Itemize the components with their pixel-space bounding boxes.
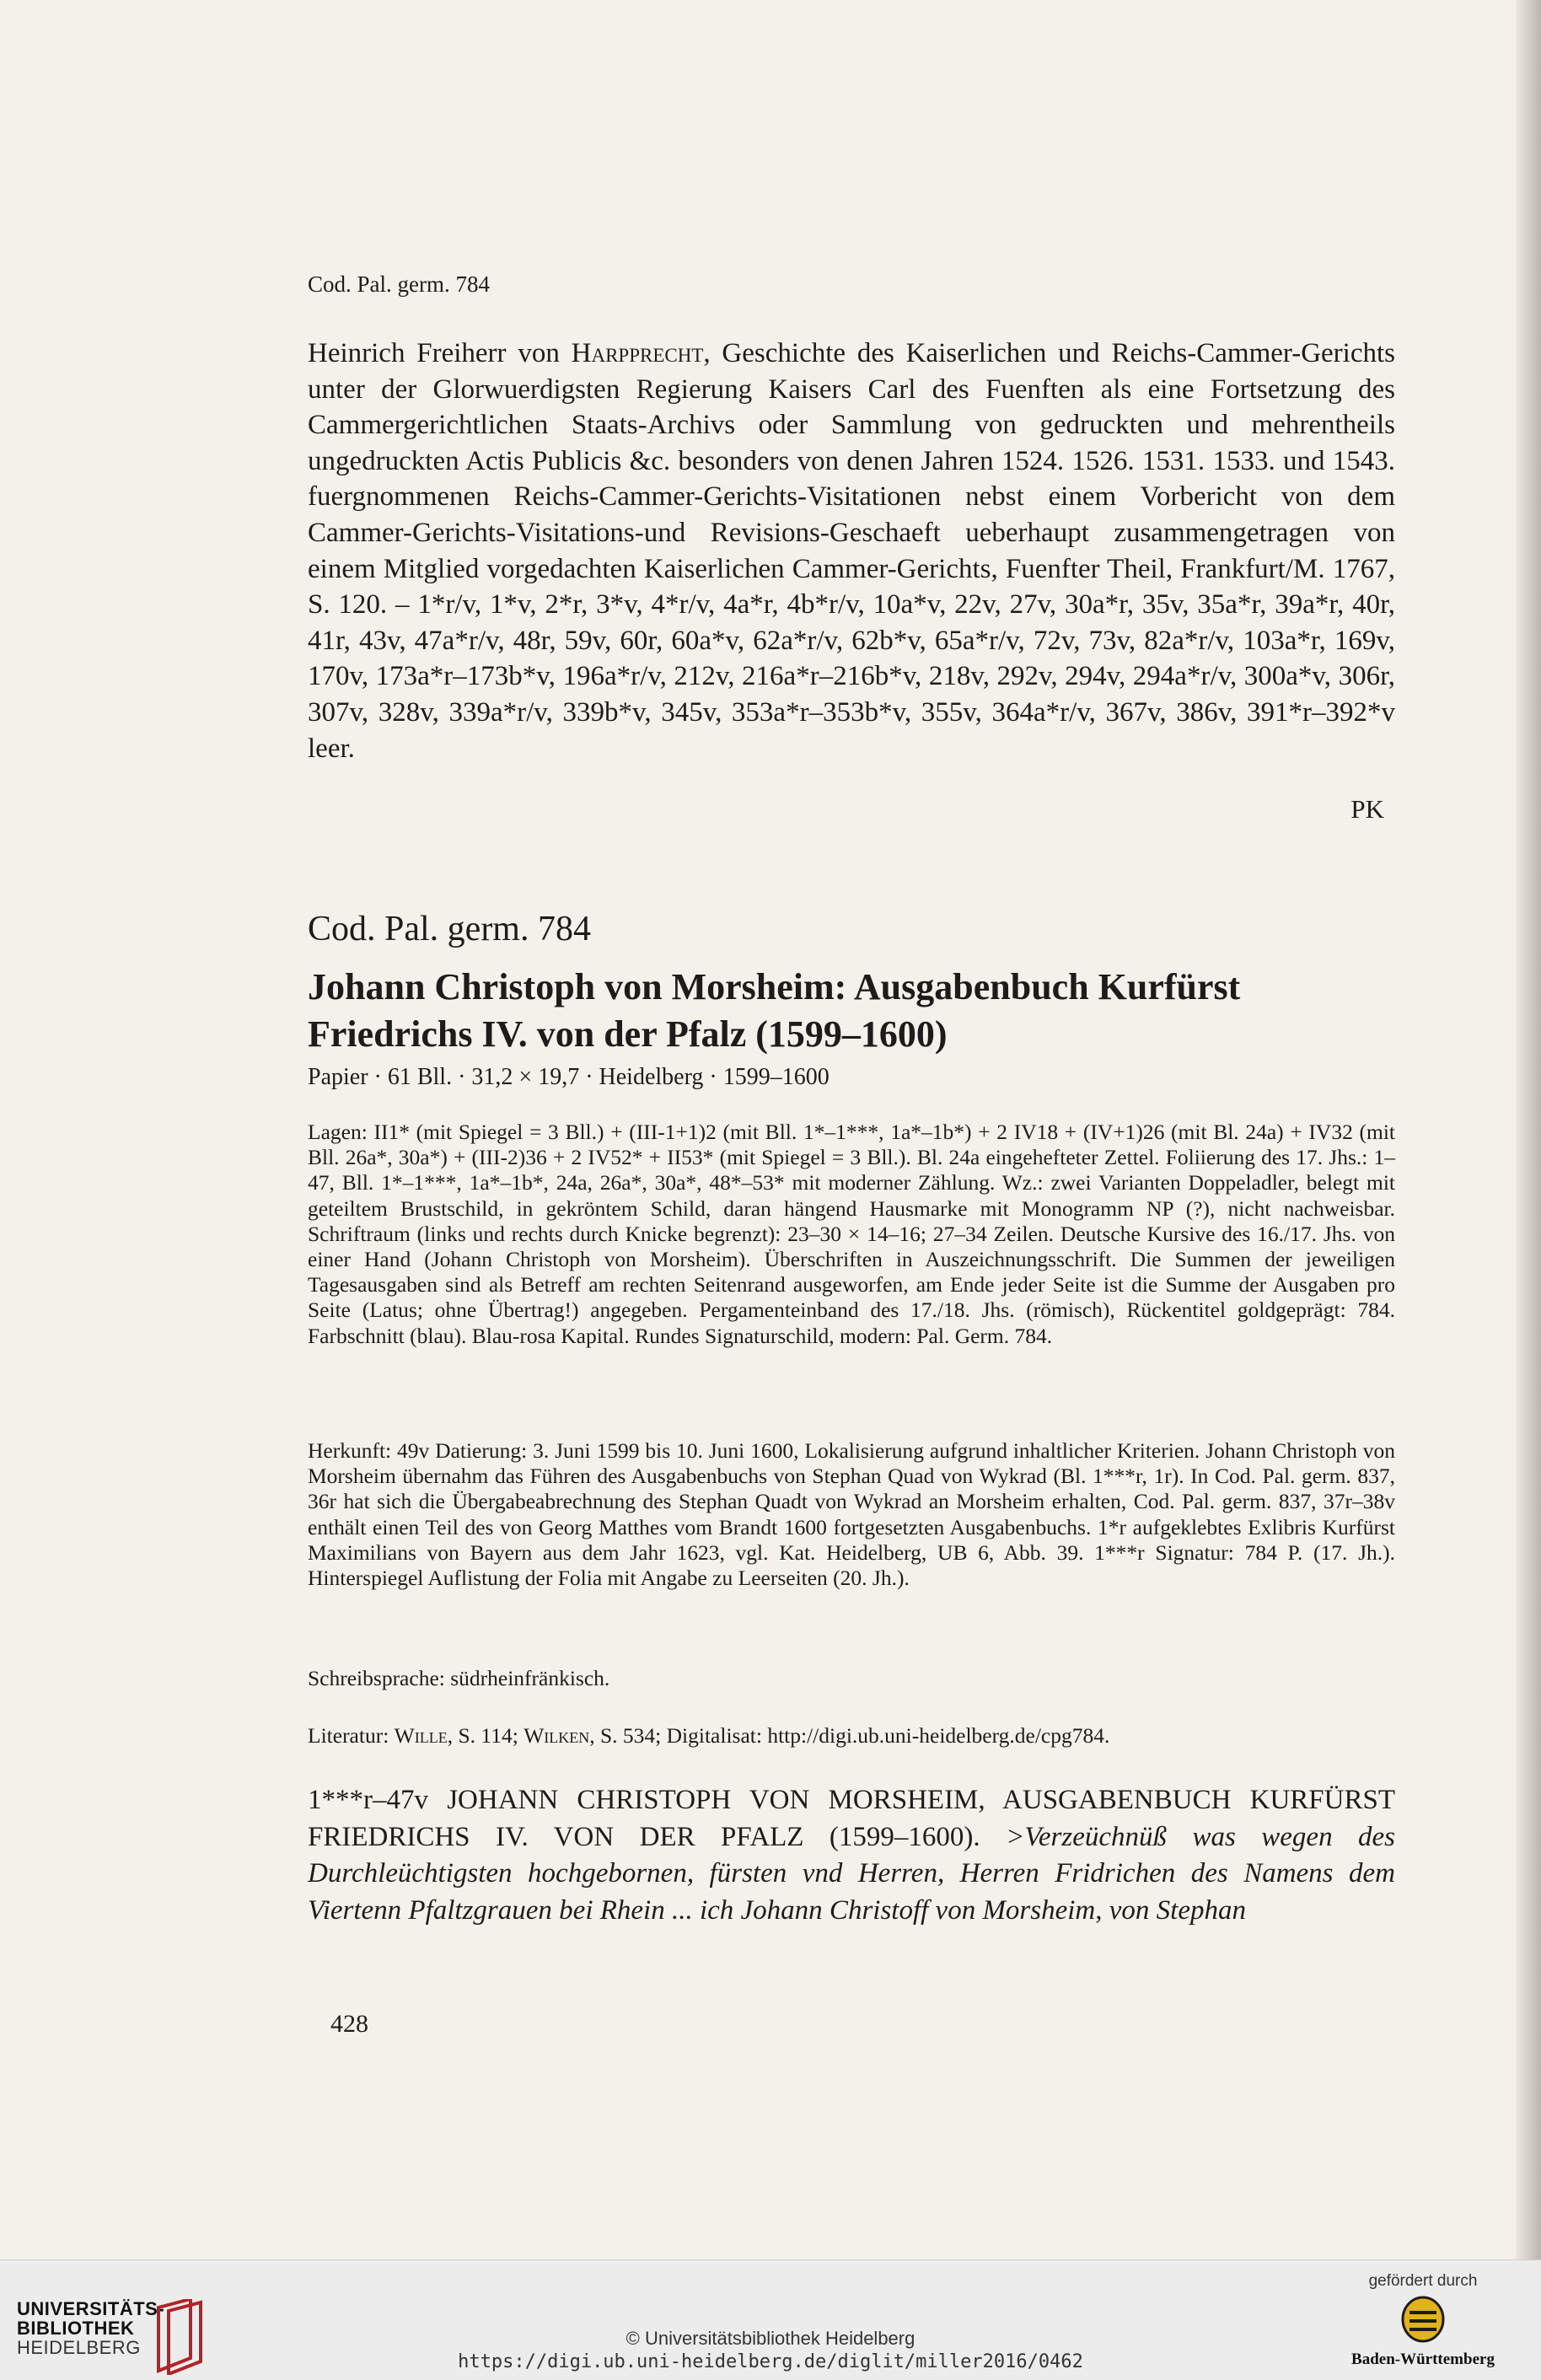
schreibsprache-paragraph: Schreibsprache: südrheinfränkisch. xyxy=(308,1666,610,1690)
ub-line2: BIBLIOTHEK xyxy=(17,2318,135,2339)
physical-description: Papier · 61 Bll. · 31,2 × 19,7 · Heidelberg · 1599–1600 xyxy=(308,1064,830,1090)
literatur-wille: Wille xyxy=(394,1723,448,1748)
harpprecht-paragraph xyxy=(308,336,1395,766)
funding-notice xyxy=(1339,2272,1507,2369)
content-entry xyxy=(308,1782,1395,1929)
cod-heading: Cod. Pal. germ. 784 xyxy=(308,910,591,948)
literatur-wille-rest: , S. 114; xyxy=(447,1723,518,1748)
baden-wuerttemberg-crest-icon xyxy=(1399,2296,1447,2343)
entry-incipit: >Verzeüchnüß was wegen des Durchleüchtigsten hochgebornen, fürsten vnd Herren, Herren Fridrichen des Namens dem Viertenn Pfaltzgrauen bei Rhein ... ich Johann Christoff von Morsheim, von Stephan xyxy=(308,1821,1396,1926)
entry-sigla: 1***r–47v xyxy=(308,1785,428,1815)
author-initials: PK xyxy=(1350,794,1384,824)
page-url[interactable]: https://digi.ub.uni-heidelberg.de/diglit/miller2016/0462 xyxy=(458,2351,1083,2372)
literatur-label: Literatur: xyxy=(308,1723,389,1748)
main-title: Johann Christoph von Morsheim: Ausgabenbuch Kurfürst Friedrichs IV. von der Pfalz (1599–1600) xyxy=(308,966,1241,1055)
ub-line3: HEIDELBERG xyxy=(17,2337,141,2358)
copyright-notice: © Universitätsbibliothek Heidelberg xyxy=(626,2328,915,2349)
page-edge-shadow xyxy=(1516,0,1541,2259)
ub-line1: UNIVERSITÄTS- xyxy=(17,2298,165,2319)
literatur-paragraph xyxy=(308,1723,1395,1749)
page-number: 428 xyxy=(330,2010,368,2038)
literatur-rest: , S. 534; Digitalisat: http://digi.ub.uni-heidelberg.de/cpg784. xyxy=(589,1723,1110,1748)
literatur-wilken: Wilken xyxy=(524,1723,590,1748)
lagen-paragraph: Lagen: II1* (mit Spiegel = 3 Bll.) + (III-1+1)2 (mit Bll. 1*–1***, 1a*–1b*) + 2 IV18 + (IV+1)26 (mit Bl. 24a) + IV32 (mit Bll. 26a*, 30a*) + (III-2)36 + 2 IV52* + II53* (mit Spiegel = 3 Bll.). Bl. 24a eingehefteter Zettel. Foliierung des 17. Jhs.: 1–47, Bll. 1*–1***, 1a*–1b*, 24a, 26a*, 30a*, 48*–53* mit moderner Zählung. Wz.: zwei Varianten Doppeladler, belegt mit geteiltem Brustschild, in gekröntem Schild, daran hängend Hausmarke mit Monogramm NP (?), nicht nachweisbar. Schriftraum (links und rechts durch Knicke begrenzt): 23–30 × 14–16; 27–34 Zeilen. Deutsche Kursive des 16./17. Jhs. von einer Hand (Johann Christoph von Morsheim). Überschriften in Auszeichnungsschrift. Die Summen der jeweiligen Tagesausgaben sind als Betreff am rechten Seitenrand ausgeworfen, am Ende jeder Seite ist die Summe der Ausgaben pro Seite (Latus; ohne Übertrag!) angegeben. Pergamenteinband des 17./18. Jhs. (römisch), Rückentitel goldgeprägt: 784. Farbschnitt (blau). Blau-rosa Kapital. Rundes Signaturschild, modern: Pal. Germ. 784. xyxy=(308,1120,1395,1348)
funded-by-label: gefördert durch xyxy=(1368,2272,1478,2290)
harpprecht-author: Heinrich Freiherr von xyxy=(308,338,560,368)
entry-title: JOHANN CHRISTOPH VON MORSHEIM, AUSGABENBUCH KURFÜRST FRIEDRICHS IV. VON DER PFALZ (1599–1600). xyxy=(308,1785,1396,1852)
running-head: Cod. Pal. germ. 784 xyxy=(308,271,490,297)
herkunft-paragraph: Herkunft: 49v Datierung: 3. Juni 1599 bis 10. Juni 1600, Lokalisierung aufgrund inhaltlicher Kriterien. Johann Christoph von Morsheim übernahm das Führen des Ausgabenbuchs von Stephan Quad von Wykrad (Bl. 1***r, 1r). In Cod. Pal. germ. 837, 36r hat sich die Übergabeabrechnung des Stephan Quadt von Wykrad an Morsheim erhalten, Cod. Pal. germ. 837, 37r–38v enthält einen Teil des von Georg Matthes vom Brandt 1600 fortgesetzten Ausgabenbuchs. 1*r aufgeklebtes Exlibris Kurfürst Maximilians von Bayern aus dem Jahr 1623, vgl. Kat. Heidelberg, UB 6, Abb. 39. 1***r Signatur: 784 P. (17. Jh.). Hinterspiegel Auflistung der Folia mit Angabe zu Leerseiten (20. Jh.). xyxy=(308,1438,1395,1591)
harpprecht-text: , Geschichte des Kaiserlichen und Reichs-Cammer-Gerichts unter der Glorwuerdigsten Regierung Kaisers Carl des Fuenften als eine Fortsetzung des Cammergerichtlichen Staats-Archivs oder Sammlung von gedruckten und mehrentheils ungedruckten Actis Publicis &c. besonders von denen Jahren 1524. 1526. 1531. 1533. und 1543. fuergnommenen Reichs-Cammer-Gerichts-Visitationen nebst einem Vorbericht von dem Cammer-Gerichts-Visitations-und Revisions-Geschaeft ueberhaupt zusammengetragen von einem Mitglied vorgedachten Kaiserlichen Cammer-Gerichts, Fuenfter Theil, Frankfurt/M. 1767, S. 120. – 1*r/v, 1*v, 2*r, 3*v, 4*r/v, 4a*r, 4b*r/v, 10a*v, 22v, 27v, 30a*r, 35v, 35a*r, 39a*r, 40r, 41r, 43v, 47a*r/v, 48r, 59v, 60r, 60a*v, 62a*r/v, 62b*v, 65a*r/v, 72v, 73v, 82a*r/v, 103a*r, 169v, 170v, 173a*r–173b*v, 196a*r/v, 212v, 216a*r–216b*v, 218v, 292v, 294v, 294a*r/v, 300a*v, 306r, 307v, 328v, 339a*r/v, 339b*v, 345v, 353a*r–353b*v, 355v, 364a*r/v, 367v, 386v, 391*r–392*v leer. xyxy=(308,338,1395,764)
funder-name: Baden-Württemberg xyxy=(1351,2350,1495,2368)
harpprecht-surname: Harpprecht xyxy=(571,338,704,368)
viewer-footer xyxy=(0,2259,1541,2380)
